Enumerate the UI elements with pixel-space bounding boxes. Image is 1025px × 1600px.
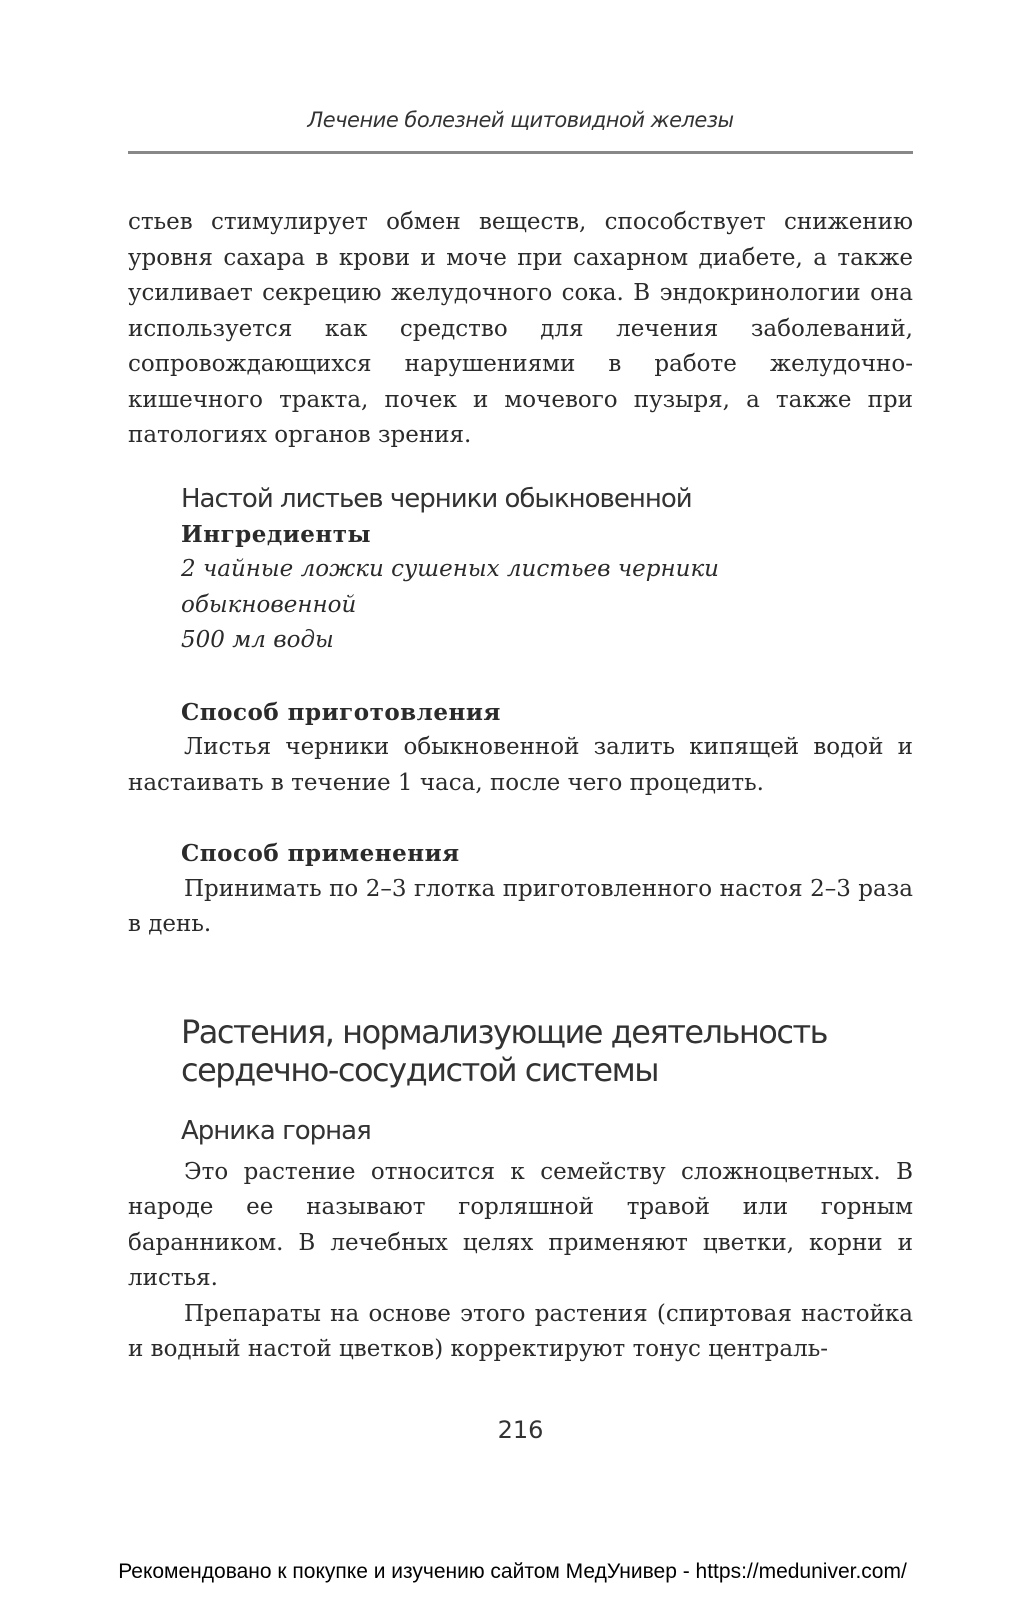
plant-title: Арника горная xyxy=(181,1115,371,1146)
plant-paragraph-2: Препараты на основе этого растения (спиртовая настойка и водный настой цветков) корректируют тонус централь- xyxy=(128,1300,913,1362)
usage-text: Принимать по 2–3 глотка приготовленного настоя 2–3 раза в день. xyxy=(128,875,913,937)
preparation-heading: Способ приготовления xyxy=(181,698,501,726)
page-number: 216 xyxy=(497,1416,544,1444)
header-rule xyxy=(128,151,913,154)
section-title-line-2: сердечно-сосудистой системы xyxy=(181,1050,658,1089)
usage-heading: Способ применения xyxy=(181,840,460,867)
ingredients-heading: Ингредиенты xyxy=(181,520,372,548)
intro-paragraph: стьев стимулирует обмен веществ, способствует снижению уровня сахара в крови и моче при сахарном диабете, а также усиливает секрецию желудочного сока. В эндокринологии она используется как средство для лечения заболеваний, сопровождающихся нарушениями в работе желудочно-кишечного тракта, почек и мочевого пузыря, а также при патологиях органов зрения. xyxy=(128,209,913,448)
page-content xyxy=(128,205,913,1368)
ingredient-item: 2 чайные ложки сушеных листьев черники xyxy=(181,556,719,582)
running-title: Лечение болезней щитовидной железы xyxy=(307,108,734,132)
recipe-title: Настой листьев черники обыкновенной xyxy=(181,483,692,514)
section-title xyxy=(181,1013,913,1089)
section-title-line-1: Растения, нормализующие деятельность xyxy=(181,1012,827,1051)
footer-recommendation: Рекомендовано к покупке и изучению сайтом МедУнивер - https://meduniver.com/ xyxy=(118,1560,907,1583)
ingredient-item: обыкновенной xyxy=(181,591,357,618)
ingredient-item: 500 мл воды xyxy=(181,627,334,653)
preparation-text: Листья черники обыкновенной залить кипящей водой и настаивать в течение 1 часа, после чего процедить. xyxy=(128,734,913,796)
plant-paragraph-1: Это растение относится к семейству сложноцветных. В народе ее называют горляшной травой или горным баранником. В лечебных целях применяют цветки, корни и листья. xyxy=(128,1158,913,1291)
